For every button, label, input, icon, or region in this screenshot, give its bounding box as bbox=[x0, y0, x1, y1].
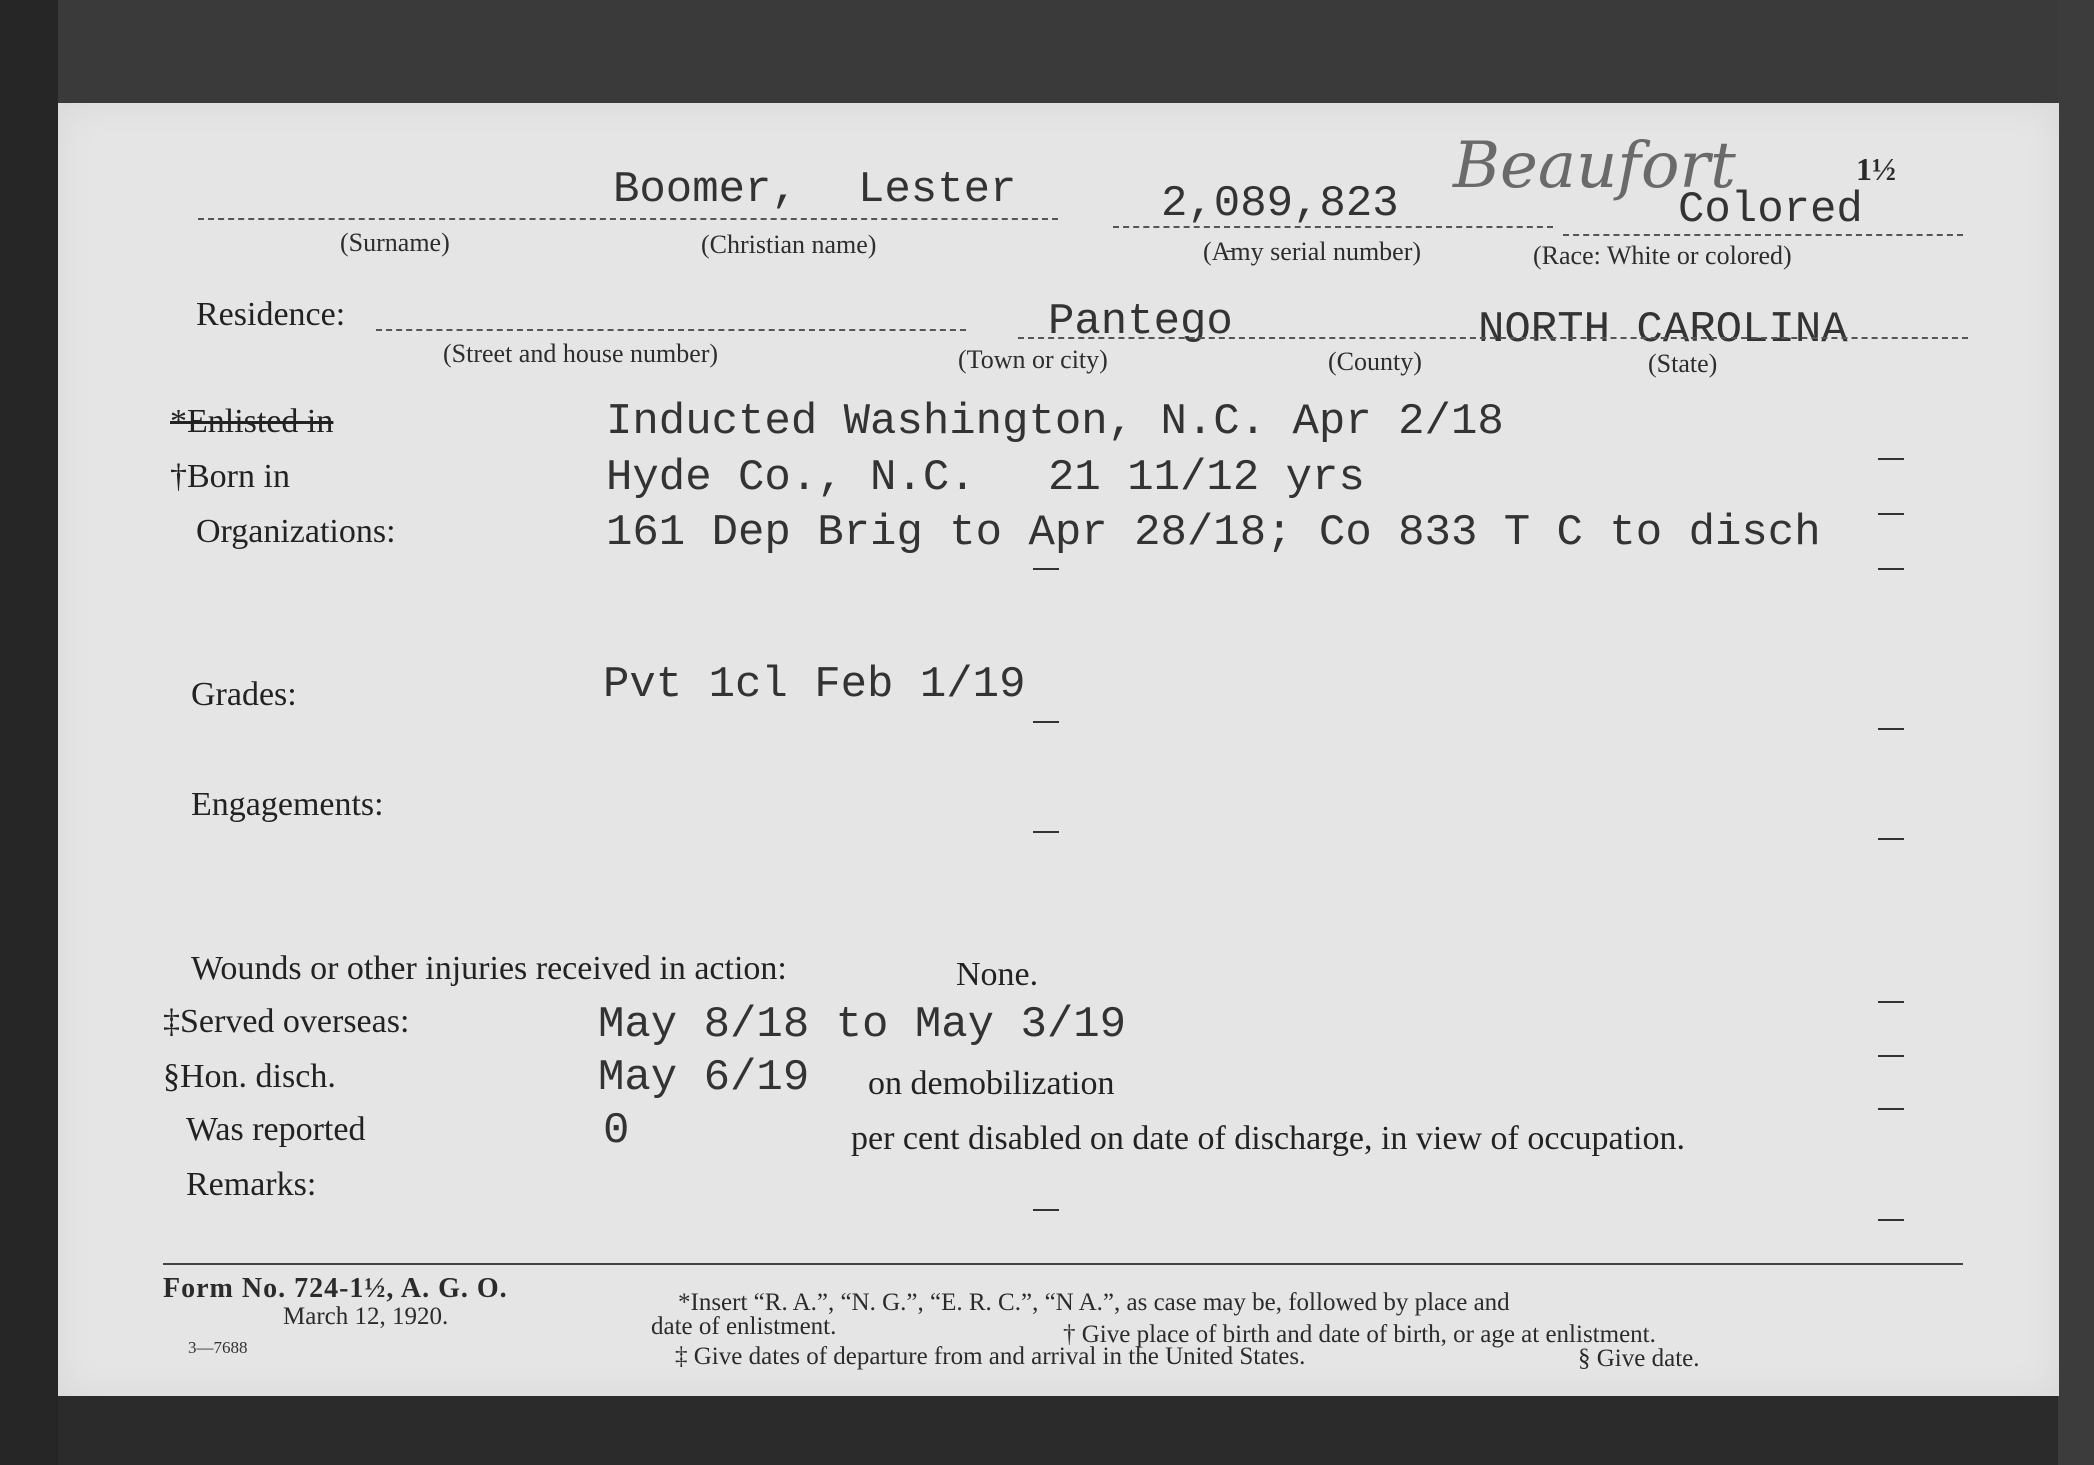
margin-tick bbox=[1878, 1055, 1904, 1057]
margin-tick bbox=[1878, 1001, 1904, 1003]
town-caption: (Town or city) bbox=[958, 345, 1108, 374]
footnote-date: § Give date. bbox=[1578, 1345, 1700, 1372]
street-underline bbox=[376, 329, 966, 331]
margin-tick bbox=[1878, 838, 1904, 840]
engagements-label: Engagements: bbox=[191, 786, 384, 823]
scan-background-left bbox=[0, 0, 58, 1465]
margin-tick bbox=[1033, 831, 1059, 833]
town-state-underline bbox=[1018, 337, 1968, 339]
footnote-enlistment: date of enlistment. bbox=[651, 1313, 837, 1340]
born-place-value: Hyde Co., N.C. bbox=[606, 453, 976, 503]
reported-label: Was reported bbox=[186, 1111, 366, 1148]
footnote-insert: *Insert “R. A.”, “N. G.”, “E. R. C.”, “N A.”, as case may be, followed by place and bbox=[678, 1289, 1510, 1316]
enlisted-label: *Enlisted in bbox=[170, 403, 334, 440]
serial-caption: (A̵my serial number) bbox=[1203, 237, 1422, 266]
overseas-label: ‡Served overseas: bbox=[163, 1003, 410, 1040]
organizations-value: 161 Dep Brig to Apr 28/18; Co 833 T C to disch bbox=[606, 508, 1821, 558]
town-value: Pantego bbox=[1048, 297, 1233, 347]
margin-tick bbox=[1033, 568, 1059, 570]
footnote-birth: † Give place of birth and date of birth, or age at enlistment. bbox=[1063, 1321, 1656, 1348]
margin-tick bbox=[1878, 1108, 1904, 1110]
wounds-value: None. bbox=[956, 956, 1039, 993]
state-value: NORTH CAROLINA bbox=[1478, 305, 1848, 355]
discharge-note: on demobilization bbox=[868, 1065, 1115, 1102]
print-code: 3—7688 bbox=[188, 1338, 248, 1357]
race-underline bbox=[1563, 234, 1963, 236]
name-underline bbox=[198, 218, 1058, 220]
christian-name-caption: (Christian name) bbox=[701, 230, 877, 259]
reported-value: 0 bbox=[603, 1106, 630, 1156]
discharge-label: §Hon. disch. bbox=[163, 1058, 336, 1095]
surname-caption: (Surname) bbox=[340, 228, 450, 257]
service-record-card bbox=[58, 103, 2059, 1396]
race-caption: (Race: White or colored) bbox=[1533, 241, 1792, 270]
margin-tick bbox=[1033, 721, 1059, 723]
residence-label: Residence: bbox=[196, 296, 346, 333]
fraction-mark: 1½ bbox=[1856, 151, 1896, 187]
margin-tick bbox=[1878, 513, 1904, 515]
scan-background-right bbox=[2058, 0, 2094, 1465]
race-value: Colored bbox=[1678, 185, 1863, 235]
serial-underline bbox=[1113, 226, 1553, 228]
form-date: March 12, 1920. bbox=[283, 1303, 449, 1330]
organizations-label: Organizations: bbox=[196, 513, 396, 550]
margin-tick bbox=[1033, 1209, 1059, 1211]
reported-note: per cent disabled on date of discharge, in view of occupation. bbox=[851, 1120, 1685, 1157]
handwritten-note: Beaufort bbox=[1453, 129, 1736, 203]
margin-tick bbox=[1878, 458, 1904, 460]
margin-tick bbox=[1878, 728, 1904, 730]
street-caption: (Street and house number) bbox=[443, 339, 719, 368]
christian-name-value: Lester bbox=[858, 165, 1017, 215]
born-label: †Born in bbox=[170, 458, 290, 495]
footnote-overseas: ‡ Give dates of departure from and arrival in the United States. bbox=[675, 1343, 1306, 1370]
remarks-label: Remarks: bbox=[186, 1166, 317, 1203]
state-caption: (State) bbox=[1648, 349, 1718, 378]
margin-tick bbox=[1878, 568, 1904, 570]
county-caption: (County) bbox=[1328, 347, 1422, 376]
margin-tick bbox=[1878, 1219, 1904, 1221]
form-number: Form No. 724-1½, A. G. O. bbox=[163, 1273, 508, 1304]
discharge-value: May 6/19 bbox=[598, 1053, 810, 1103]
grades-value: Pvt 1cl Feb 1/19 bbox=[603, 660, 1026, 710]
grades-label: Grades: bbox=[191, 676, 297, 713]
surname-value: Boomer, bbox=[613, 165, 798, 215]
footer-rule bbox=[163, 1263, 1963, 1265]
wounds-label: Wounds or other injuries received in action: bbox=[191, 950, 787, 987]
overseas-value: May 8/18 to May 3/19 bbox=[598, 1000, 1127, 1050]
born-age-value: 21 11/12 yrs bbox=[1048, 453, 1365, 503]
enlisted-value: Inducted Washington, N.C. Apr 2/18 bbox=[606, 397, 1504, 447]
serial-number-value: 2,089,823 bbox=[1161, 179, 1399, 229]
scan-background-top bbox=[0, 0, 2094, 105]
